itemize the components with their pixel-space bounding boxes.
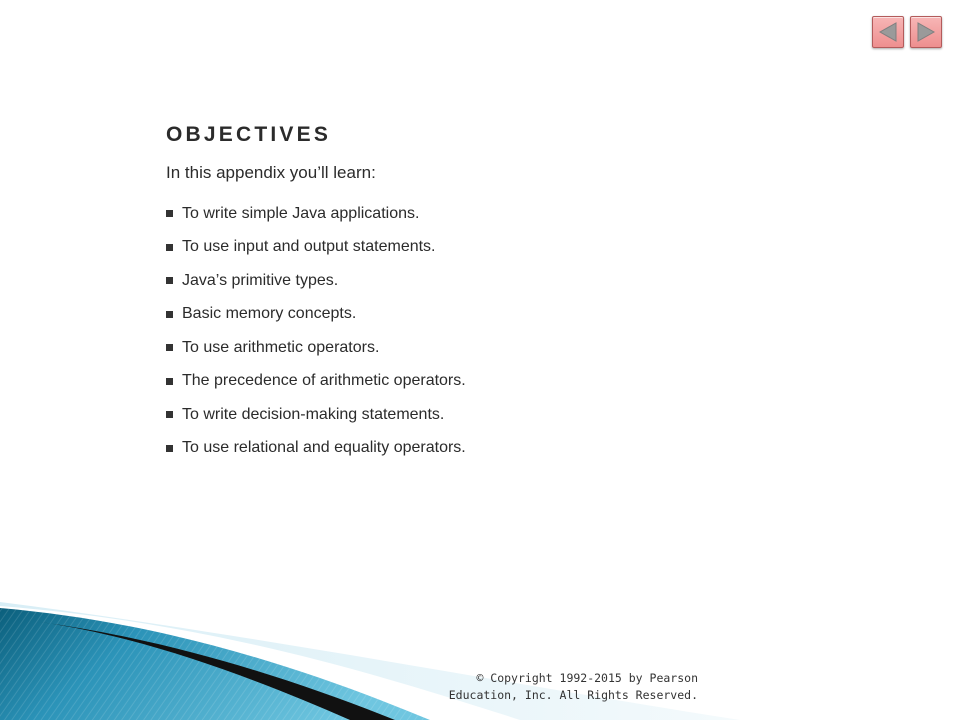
objectives-intro: In this appendix you’ll learn: (166, 163, 376, 182)
objective-item (166, 264, 586, 298)
copyright-line-2: Education, Inc. All Rights Reserved. (448, 688, 698, 702)
square-bullet-icon (166, 244, 173, 251)
square-bullet-icon (166, 311, 173, 318)
previous-slide-button[interactable] (872, 16, 904, 48)
objective-item (166, 197, 586, 231)
square-bullet-icon (166, 445, 173, 452)
objective-item (166, 365, 586, 399)
objectives-heading: OBJECTIVES (166, 123, 332, 146)
objective-item (166, 398, 586, 432)
objective-text: To write decision-making statements. (182, 405, 445, 423)
next-slide-button[interactable] (910, 16, 942, 48)
square-bullet-icon (166, 210, 173, 217)
objective-text: Basic memory concepts. (182, 305, 357, 323)
objective-text: To use input and output statements. (182, 238, 436, 256)
objective-text: To write simple Java applications. (182, 204, 420, 222)
square-bullet-icon (166, 411, 173, 418)
copyright-footer (420, 670, 698, 704)
objective-item (166, 231, 586, 265)
triangle-left-icon (877, 21, 899, 43)
objectives-panel (166, 120, 586, 465)
objective-text: To use relational and equality operators. (182, 439, 466, 457)
square-bullet-icon (166, 344, 173, 351)
objectives-list (166, 197, 586, 465)
copyright-line-1: © Copyright 1992-2015 by Pearson (476, 671, 698, 685)
slide-navigation (872, 16, 942, 48)
objective-item (166, 432, 586, 466)
square-bullet-icon (166, 378, 173, 385)
objective-item (166, 298, 586, 332)
objective-text: The precedence of arithmetic operators. (182, 372, 466, 390)
objective-text: To use arithmetic operators. (182, 338, 380, 356)
triangle-right-icon (915, 21, 937, 43)
objective-text: Java’s primitive types. (182, 271, 339, 289)
objective-item (166, 331, 586, 365)
square-bullet-icon (166, 277, 173, 284)
